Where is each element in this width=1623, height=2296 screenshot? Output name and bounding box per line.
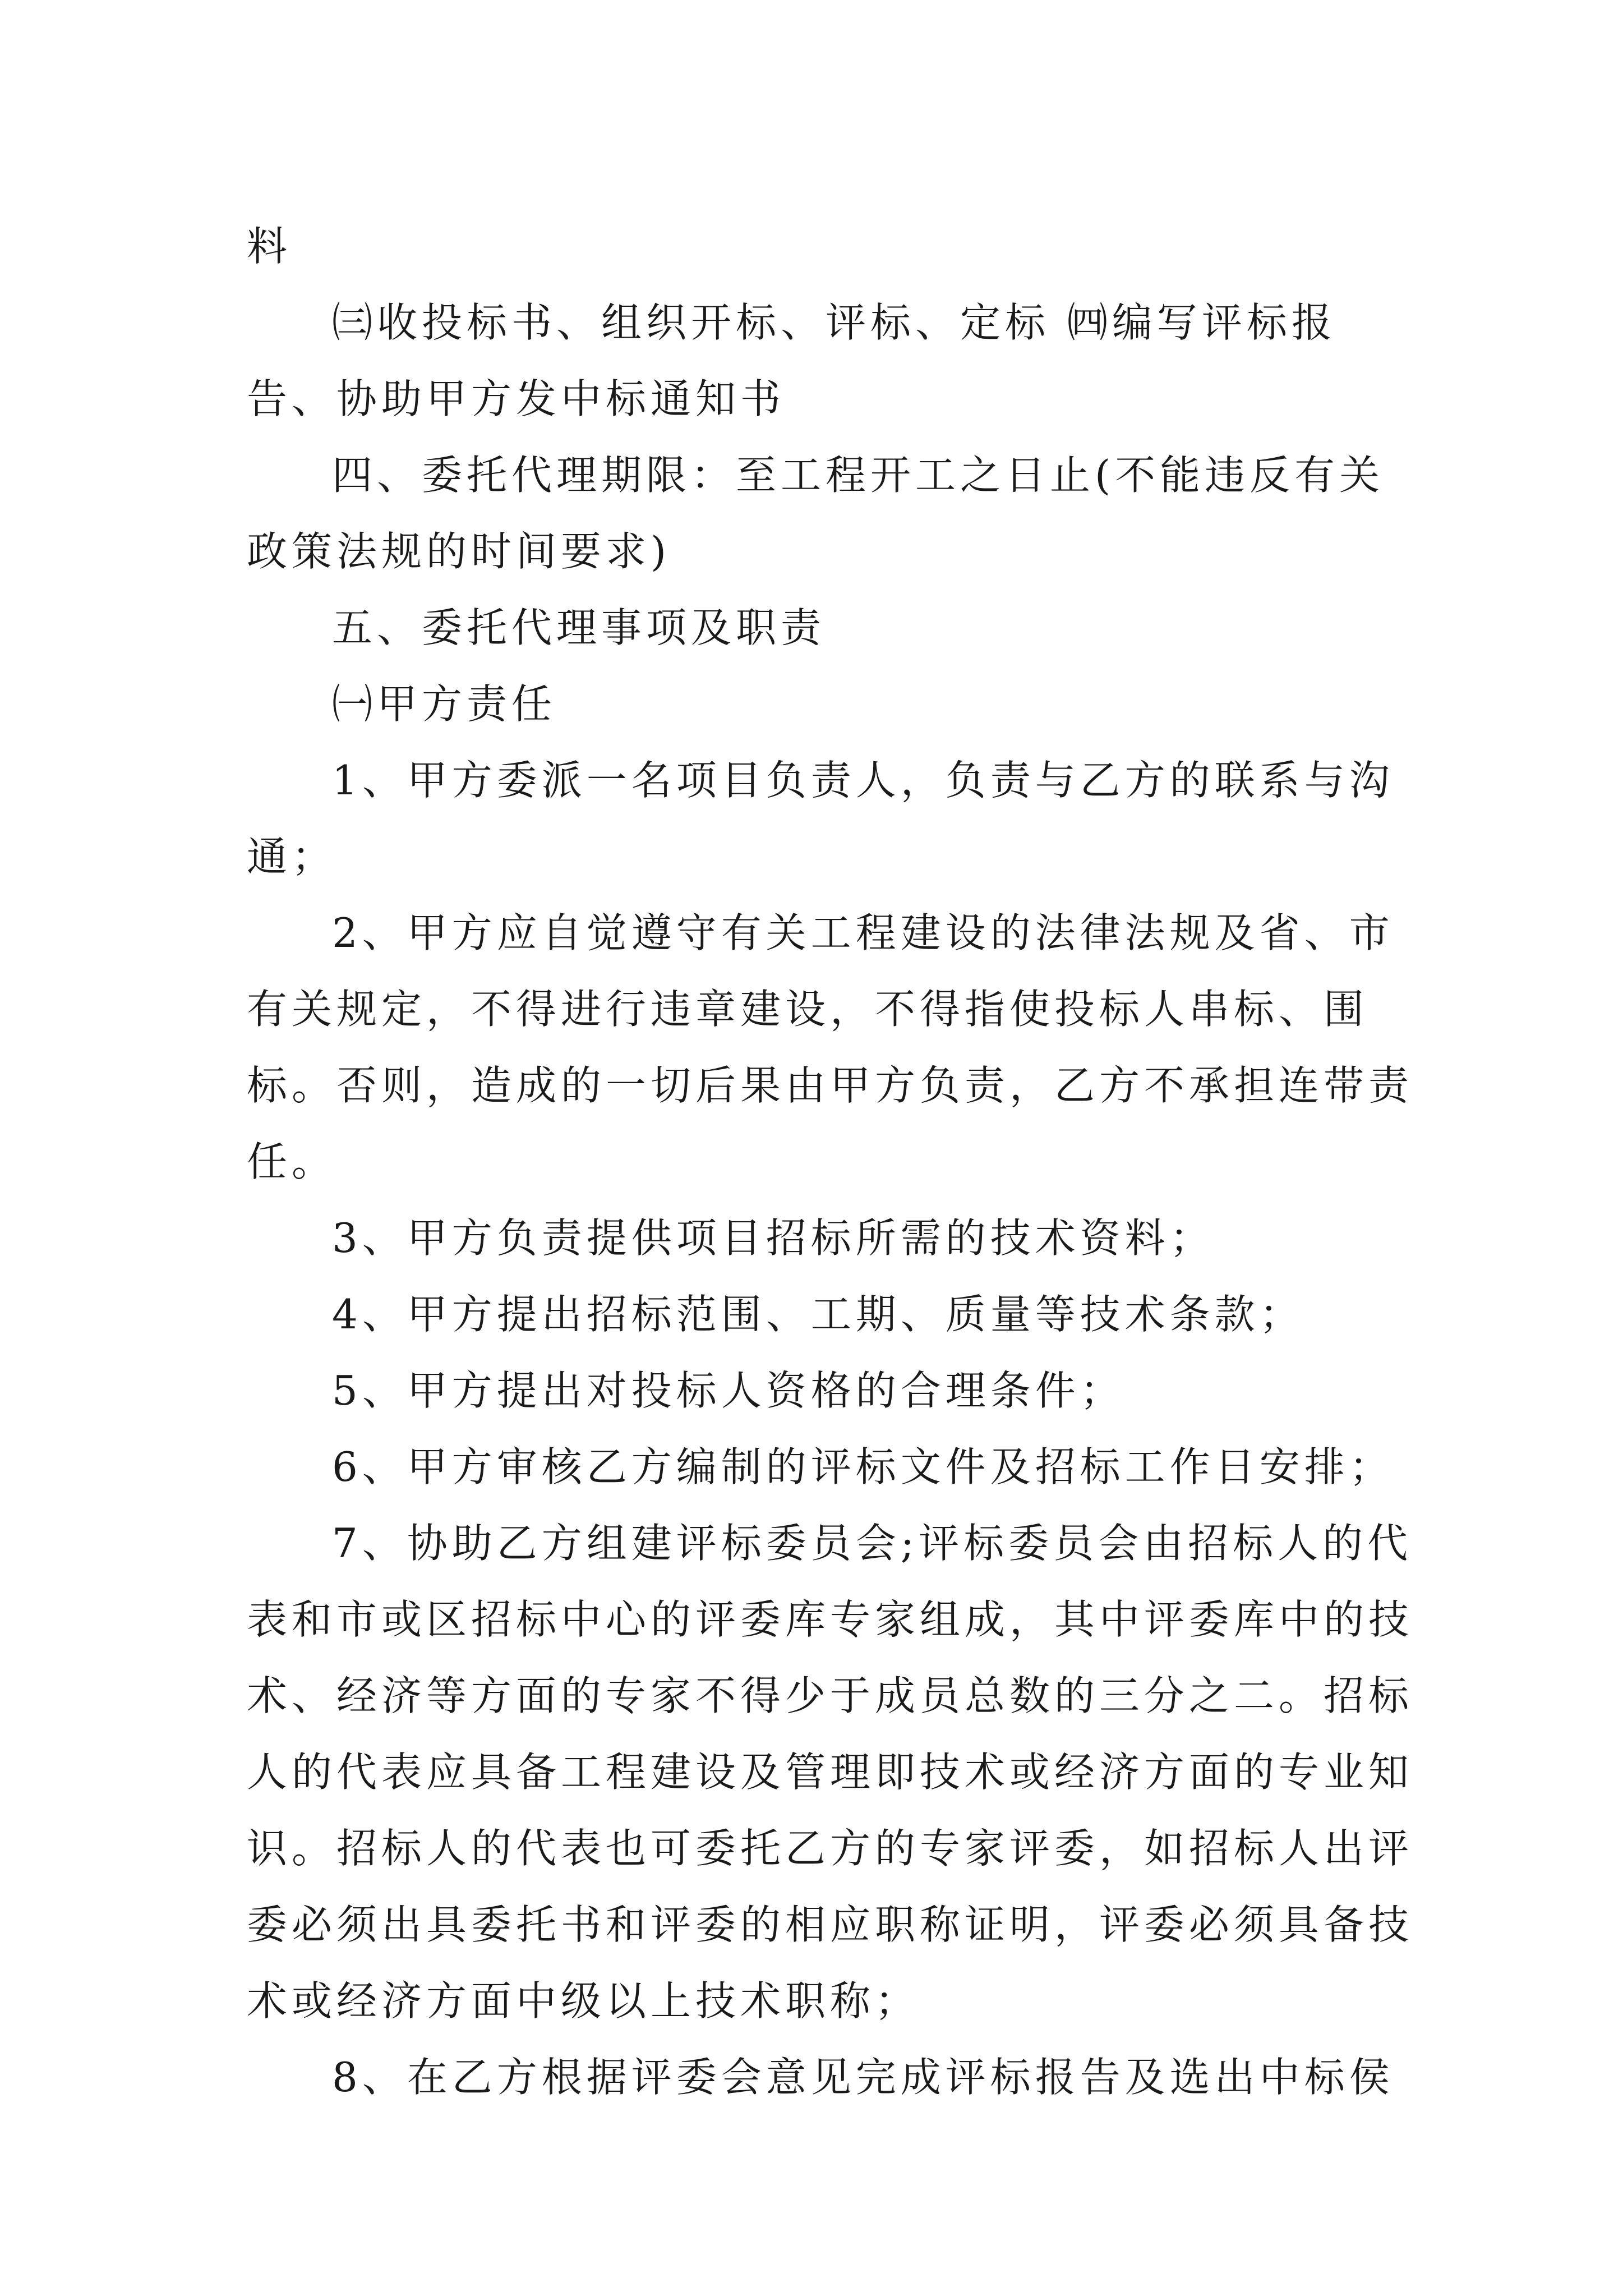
paragraph-item-1: 1、甲方委派一名项目负责人，负责与乙方的联系与沟通； xyxy=(247,757,1394,880)
paragraph-item-2: 2、甲方应自觉遵守有关工程建设的法律法规及省、市有关规定，不得进行违章建设，不得指使投标人串标、围标。否则，造成的一切后果由甲方负责，乙方不承担连带责任。 xyxy=(247,909,1414,1185)
paragraph-item-5: 5、甲方提出对投标人资格的合理条件； xyxy=(332,1367,1125,1414)
paragraph-continuation: 料 xyxy=(247,223,292,270)
paragraph-item-8: 8、在乙方根据评委会意见完成评标报告及选出中标侯 xyxy=(332,2054,1394,2101)
paragraph-item-3-4: ㈢收投标书、组织开标、评标、定标 ㈣编写评标报告、协助甲方发中标通知书 xyxy=(247,299,1336,422)
paragraph-item-4: 4、甲方提出招标范围、工期、质量等技术条款； xyxy=(332,1291,1304,1338)
paragraph-section-4: 四、委托代理期限：至工程开工之日止(不能违反有关政策法规的时间要求) xyxy=(247,452,1385,575)
paragraph-item-6: 6、甲方审核乙方编制的评标文件及招标工作日安排； xyxy=(332,1443,1394,1490)
paragraph-party-a-heading: ㈠甲方责任 xyxy=(332,680,557,728)
paragraph-item-3: 3、甲方负责提供项目招标所需的技术资料； xyxy=(332,1214,1215,1262)
document-body xyxy=(247,208,1424,2115)
paragraph-section-5-heading: 五、委托代理事项及职责 xyxy=(332,604,826,651)
paragraph-item-7: 7、协助乙方组建评标委员会;评标委员会由招标人的代表和市或区招标中心的评委库专家组成，其中评委库中的技术、经济等方面的专家不得少于成员总数的三分之二。招标人的代表应具备工程建设及管理即技术或经济方面的专业知识。招标人的代表也可委托乙方的专家评委，如招标人出评委必须出具委托书和评委的相应职称证明，评委必须具备技术或经济方面中级以上技术职称； xyxy=(247,1520,1414,2024)
